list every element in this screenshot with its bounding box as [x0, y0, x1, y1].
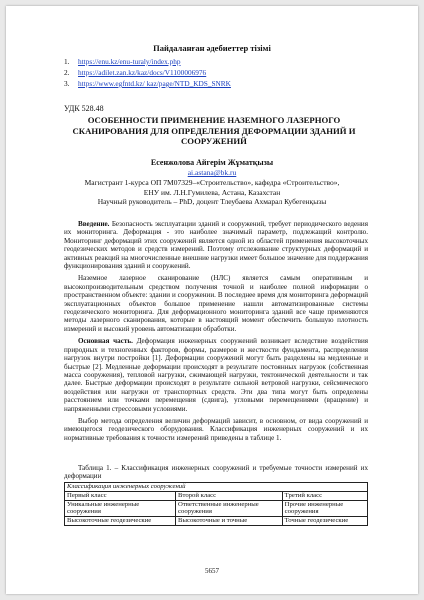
reference-item: 1. https://enu.kz/enu-turaly/index.php	[64, 57, 181, 66]
page-number: 5657	[205, 567, 219, 575]
classification-table	[64, 482, 368, 526]
article-body	[64, 220, 368, 442]
paragraph-tls: Наземное лазерное сканирование (НЛС) является самым оперативным и высокопроизводительным средством получения точной и наиболее полной информации о пространственном объекте: здании и сооружении. В последнее время для мониторинга деформаций эксплуатационных объектов большое применение нашли автоматизированные системы геодезического мониторинга. Для деформационного мониторинга зданий все чаще применяются методы лазерного сканирования, которые в настоящий момент обеспечить большую плотность измерений и высокий уровень автоматизации обработки.	[64, 274, 368, 333]
reference-link[interactable]: https://www.egfntd.kz/ kaz/page/NTD_KDS_SNRK	[78, 79, 231, 88]
table-header: Классификация инженерных сооружений	[65, 483, 368, 492]
reference-link[interactable]: https://enu.kz/enu-turaly/index.php	[78, 57, 181, 66]
email-link[interactable]: ai.astana@bk.ru	[187, 168, 237, 177]
table-row: Высокоточные геодезические Высокоточные и точные Точные геодезические	[65, 517, 368, 526]
affiliation: Магистрант 1-курса ОП 7М07329–«Строительство», кафедра «Строительство», ЕНУ им. Л.Н.Гумилева, Астана, Казахстан Научный руководитель – PhD, доцент Тлеубаева Ахмарал Кубегенқызы	[84, 178, 340, 207]
paragraph-main: Основная часть. Деформация инженерных сооружений возникает вследствие воздействия природных и техногенных факторов, формы, размеров и жесткости фундамента, распределения нагрузок внутри постройки [1]. Деформации сооружений могут быть разделены на медленные и быстрые [2]. Медленные деформации происходят в результате постоянных нагрузок (собственная масса сооружения), тепловой нагрузки, сжимающей нагрузки, тектонической деятельности и так далее. Быстрые деформации происходят в результате сильной ветровой нагрузки, сейсмического воздействия или нагрузки от транспортных средств. Эти два типа могут быть определены расстоянием или точками перемещения (сдвига), угловыми перемещениями (вращение) и напряженными стрессовыми условиями.	[64, 337, 369, 413]
article-title: ОСОБЕННОСТИ ПРИМЕНЕНИЕ НАЗЕМНОГО ЛАЗЕРНОГО СКАНИРОВАНИЯ ДЛЯ ОПРЕДЕЛЕНИЯ ДЕФОРМАЦИИ ЗДАНИЙ И СООРУЖЕНИЙ	[72, 115, 356, 147]
udk-code: УДК 528.48	[64, 104, 104, 113]
reference-link[interactable]: https://adilet.zan.kz/kaz/docs/V1100006976	[78, 68, 207, 77]
paragraph-introduction: Введение. Безопасность эксплуатации зданий и сооружений, требует периодического ведения их мониторинга. Деформация - это наиболее значимый параметр, подлежащий контролю. Мониторинг деформаций этих сооружений является одной из областей применения высокоточных геодезических методов и средств измерений. Поэтому отслеживание структурных деформаций и активных реакций на многочисленные внешние нагрузки имеет большое значение для поддержания функционирования зданий и сооружений.	[64, 220, 368, 271]
references-list	[64, 56, 231, 89]
author-email	[6, 168, 418, 177]
reference-item: 2. https://adilet.zan.kz/kaz/docs/V1100006976	[64, 68, 207, 77]
document-page	[6, 6, 418, 594]
reference-item: 3. https://www.egfntd.kz/ kaz/page/NTD_KDS_SNRK	[64, 79, 231, 88]
table-header-row	[65, 483, 368, 492]
references-title: Пайдаланған әдебиеттер тізімі	[153, 43, 271, 53]
author-name: Есенжолова Айгерім Жұматқызы	[150, 158, 274, 167]
paragraph-method: Выбор метода определения величин деформаций зависит, в основном, от вида сооружений и имеющегося геодезического оборудования. Классификация инженерных сооружений и их нормативные требования к точности измерений приведены в таблице 1.	[64, 416, 368, 442]
table-caption: Таблица 1. – Классификация инженерных сооружений и требуемые точности измерений их деформации	[64, 464, 368, 481]
table-row: Уникальные инженерные сооружения Ответственные инженерные сооружения Прочие инженерные сооружения	[65, 500, 368, 517]
table-row: Первый класс Второй класс Третий класс	[65, 491, 368, 500]
